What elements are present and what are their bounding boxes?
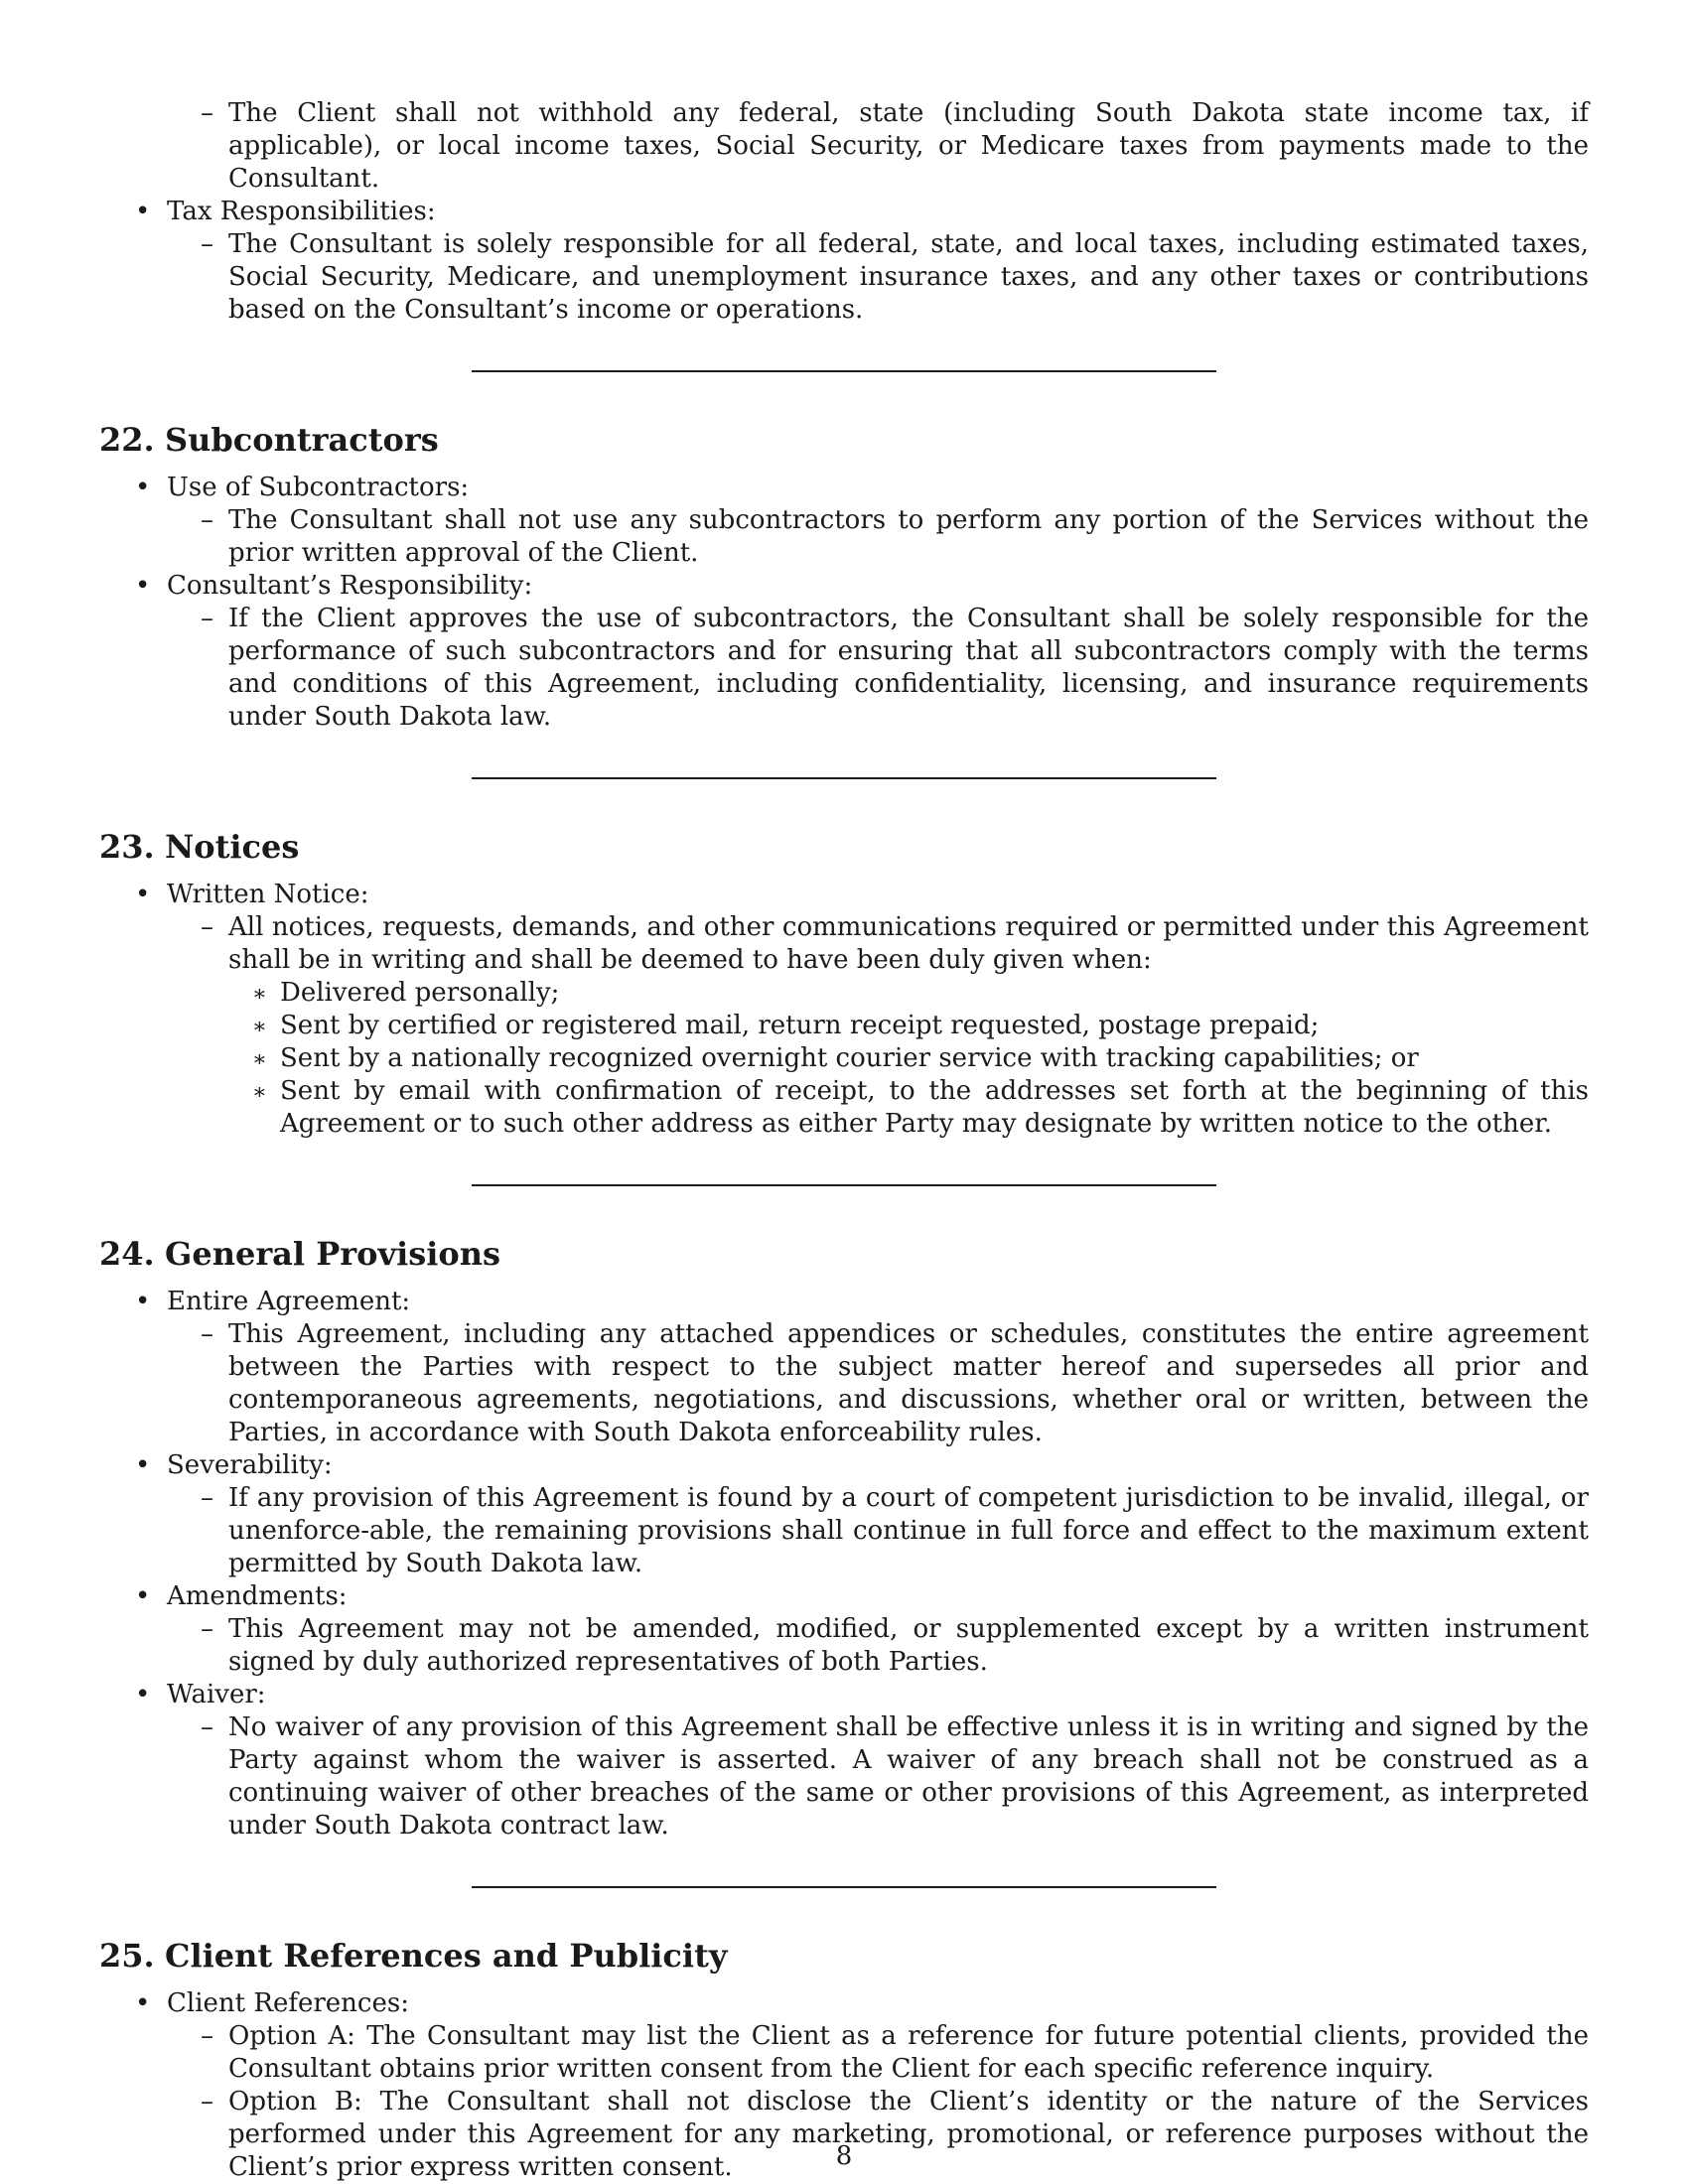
section-title: Notices (165, 828, 300, 866)
section-heading-23 (99, 827, 1589, 867)
dash-marker: – (201, 604, 213, 633)
asterisk-marker: ∗ (252, 1015, 267, 1039)
list-item (99, 1580, 1589, 1613)
section-divider (472, 1184, 1216, 1186)
dash-marker: – (201, 1483, 213, 1513)
dash-marker: – (201, 1614, 213, 1644)
section-number: 25. (99, 1937, 155, 1975)
list-item (99, 1449, 1589, 1482)
dash-marker: – (201, 1712, 213, 1742)
dash-marker: – (201, 1319, 213, 1349)
dash-marker: – (201, 98, 213, 128)
asterisk-marker: ∗ (252, 1080, 267, 1105)
dash-marker: – (201, 912, 213, 942)
section-divider (472, 1886, 1216, 1888)
list-item (99, 228, 1589, 327)
asterisk-marker: ∗ (252, 1047, 267, 1072)
list-item (99, 1987, 1589, 2020)
document-page (99, 97, 1589, 2184)
list-item-text: This Agreement, including any attached appendices or schedules, constitutes the entire agreement between the Parties with respect to the subject matter hereof and supersedes all prior and contemporaneous agreements, negotiations, and discussions, whether oral or written, between the Parties, in accordance with South Dakota enforceability rules. (228, 1319, 1589, 1447)
list-item (99, 1482, 1589, 1580)
list-item-text: The Consultant is solely responsible for all federal, state, and local taxes, including estimated taxes, Social Security, Medicare, and unemployment insurance taxes, and any other taxes or contributions based on the Consultant’s income or operations. (228, 229, 1589, 325)
list-item-text: Option B: The Consultant shall not disclose the Client’s identity or the nature of the Services performed under this Agreement for any marketing, promotional, or reference purposes without the Client’s prior express written consent. (228, 2087, 1589, 2182)
list-item (99, 879, 1589, 911)
bullet-marker: • (135, 1581, 151, 1611)
section-heading-22 (99, 420, 1589, 460)
section-heading-25 (99, 1936, 1589, 1976)
dash-marker: – (201, 505, 213, 535)
list-item-text: Written Notice: (167, 880, 369, 909)
list-item-text: Waiver: (167, 1680, 266, 1709)
section-title: Client References and Publicity (165, 1937, 728, 1975)
list-item (99, 196, 1589, 228)
bullet-marker: • (135, 1287, 151, 1316)
list-item (99, 472, 1589, 504)
list-item (99, 911, 1589, 977)
list-item-text: Sent by a nationally recognized overnight courier service with tracking capabilities; or (280, 1043, 1419, 1073)
list-item (99, 1286, 1589, 1318)
list-item (99, 97, 1589, 196)
list-item-text: Severability: (167, 1450, 333, 1480)
list-item-text: Sent by email with confirmation of receipt, to the addresses set forth at the beginning of this Agreement or to such other address as either Party may designate by written notice to the other. (280, 1076, 1589, 1139)
list-item-text: The Consultant shall not use any subcontractors to perform any portion of the Services without the prior written approval of the Client. (228, 505, 1589, 568)
bullet-marker: • (135, 1680, 151, 1709)
list-item-text: Delivered personally; (280, 978, 560, 1008)
list-item-text: Sent by certified or registered mail, return receipt requested, postage prepaid; (280, 1011, 1320, 1040)
bullet-marker: • (135, 1450, 151, 1480)
dash-marker: – (201, 2021, 213, 2051)
list-item-text: Client References: (167, 1988, 409, 2018)
list-item-text: No waiver of any provision of this Agreement shall be effective unless it is in writing and signed by the Party against whom the waiver is asserted. A waiver of any breach shall not be construed as a continuing waiver of other breaches of the same or other provisions of this Agreement, as interpreted under South Dakota contract law. (228, 1712, 1589, 1841)
page-number: 8 (835, 2141, 853, 2171)
list-item-text: This Agreement may not be amended, modified, or supplemented except by a written instrument signed by duly authorized representatives of both Parties. (228, 1614, 1589, 1677)
list-item (99, 1711, 1589, 1843)
list-item (99, 603, 1589, 734)
list-item (99, 504, 1589, 570)
list-item-text: If any provision of this Agreement is found by a court of competent jurisdiction to be invalid, illegal, or unenforce-able, the remaining provisions shall continue in full force and effect to the maximum extent permitted by South Dakota law. (228, 1483, 1589, 1578)
bullet-marker: • (135, 197, 151, 226)
dash-marker: – (201, 2087, 213, 2116)
section-number: 23. (99, 828, 155, 866)
section-heading-24 (99, 1234, 1589, 1274)
section-title: General Provisions (165, 1235, 501, 1273)
list-item (99, 1318, 1589, 1449)
section-divider (472, 370, 1216, 372)
section-divider (472, 777, 1216, 779)
list-item (99, 1613, 1589, 1679)
list-item-text: Amendments: (167, 1581, 348, 1611)
list-item (99, 1010, 1589, 1042)
dash-marker: – (201, 229, 213, 259)
bullet-marker: • (135, 1988, 151, 2018)
section-number: 22. (99, 421, 155, 459)
bullet-marker: • (135, 880, 151, 909)
list-item-text: Consultant’s Responsibility: (167, 571, 533, 601)
bullet-marker: • (135, 571, 151, 601)
section-title: Subcontractors (165, 421, 439, 459)
list-item (99, 2020, 1589, 2086)
list-item (99, 1075, 1589, 1141)
list-item (99, 1679, 1589, 1711)
list-item-text: Tax Responsibilities: (167, 197, 436, 226)
list-item-text: Option A: The Consultant may list the Client as a reference for future potential clients, provided the Consultant obtains prior written consent from the Client for each specific reference inquiry. (228, 2021, 1589, 2084)
list-item (99, 570, 1589, 603)
list-item-text: The Client shall not withhold any federal, state (including South Dakota state income tax, if applicable), or local income taxes, Social Security, or Medicare taxes from payments made to the Consultant. (228, 98, 1589, 194)
list-item (99, 977, 1589, 1010)
bullet-marker: • (135, 473, 151, 502)
list-item-text: Entire Agreement: (167, 1287, 411, 1316)
list-item-text: Use of Subcontractors: (167, 473, 470, 502)
section-number: 24. (99, 1235, 155, 1273)
list-item (99, 1042, 1589, 1075)
asterisk-marker: ∗ (252, 982, 267, 1007)
list-item-text: All notices, requests, demands, and other communications required or permitted under this Agreement shall be in writing and shall be deemed to have been duly given when: (228, 912, 1589, 975)
list-item-text: If the Client approves the use of subcontractors, the Consultant shall be solely responsible for the performance of such subcontractors and for ensuring that all subcontractors comply with the terms and conditions of this Agreement, including confidentiality, licensing, and insurance requirements under South Dakota law. (228, 604, 1589, 732)
